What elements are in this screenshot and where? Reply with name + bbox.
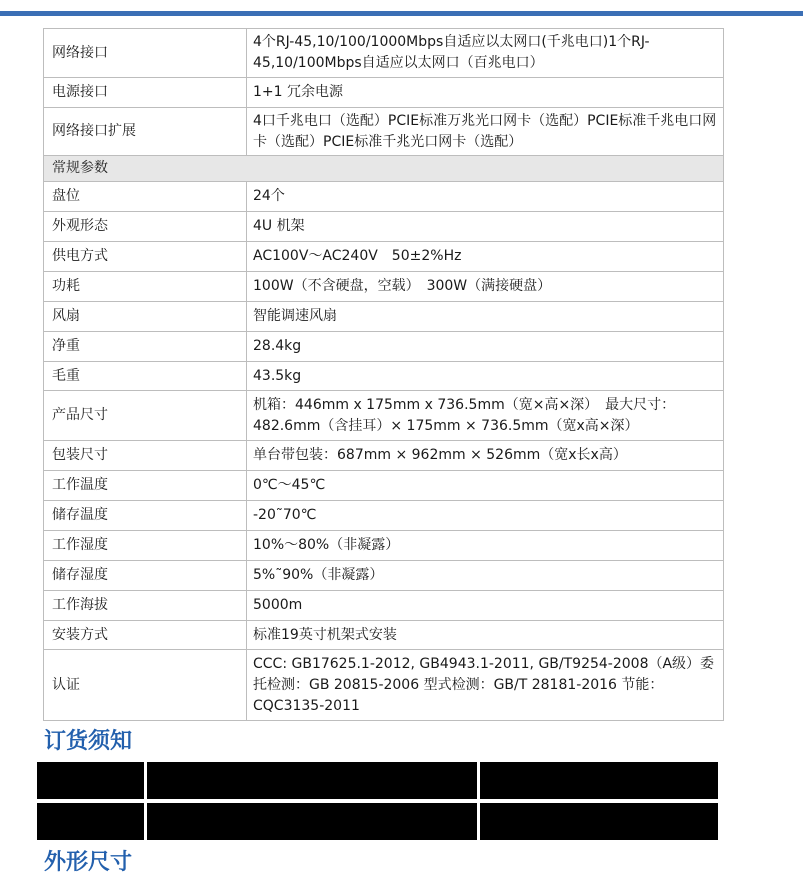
table-cell — [147, 803, 477, 840]
spec-key: 网络接口扩展 — [44, 108, 247, 156]
table-row — [44, 531, 724, 561]
table-row — [44, 182, 724, 212]
spec-key: 净重 — [44, 332, 247, 362]
spec-key: 外观形态 — [44, 212, 247, 242]
table-row — [44, 272, 724, 302]
spec-value: CCC: GB17625.1-2012, GB4943.1-2011, GB/T9254-2008（A级）委托检测：GB 20815-2006 型式检测：GB/T 28181-2016 节能：CQC3135-2011 — [247, 650, 724, 721]
table-row — [44, 332, 724, 362]
table-row — [37, 762, 718, 799]
spec-key: 工作湿度 — [44, 531, 247, 561]
table-row — [44, 441, 724, 471]
table-cell — [147, 762, 477, 799]
table-row — [44, 242, 724, 272]
spec-value: 100W（不含硬盘，空载） 300W（满接硬盘） — [247, 272, 724, 302]
table-row — [44, 501, 724, 531]
spec-key: 工作海拔 — [44, 591, 247, 621]
spec-key: 储存温度 — [44, 501, 247, 531]
spec-key: 储存湿度 — [44, 561, 247, 591]
section-title: 常规参数 — [44, 156, 724, 182]
spec-value: -20˜70℃ — [247, 501, 724, 531]
spec-value: 43.5kg — [247, 362, 724, 391]
table-row — [44, 108, 724, 156]
spec-value: 4U 机架 — [247, 212, 724, 242]
spec-value: 机箱：446mm x 175mm x 736.5mm（宽×高×深） 最大尺寸：482.6mm（含挂耳）× 175mm × 736.5mm（宽x高×深） — [247, 391, 724, 441]
spec-value: 4口千兆电口（选配）PCIE标准万兆光口网卡（选配）PCIE标准千兆电口网卡（选配）PCIE标准千兆光口网卡（选配） — [247, 108, 724, 156]
table-row — [44, 212, 724, 242]
spec-value: 单台带包装：687mm × 962mm × 526mm（宽x长x高） — [247, 441, 724, 471]
spec-value: 5000m — [247, 591, 724, 621]
table-row — [44, 621, 724, 650]
table-cell — [37, 803, 144, 840]
dimensions-heading: 外形尺寸 — [44, 850, 133, 875]
spec-table — [43, 28, 724, 721]
section-row — [44, 156, 724, 182]
spec-value: 智能调速风扇 — [247, 302, 724, 332]
spec-value: 0℃～45℃ — [247, 471, 724, 501]
spec-value: AC100V～AC240V 50±2%Hz — [247, 242, 724, 272]
table-row — [44, 29, 724, 78]
top-rule — [0, 11, 803, 16]
spec-value: 28.4kg — [247, 332, 724, 362]
spec-value: 标准19英寸机架式安装 — [247, 621, 724, 650]
table-row — [44, 561, 724, 591]
ordering-table — [37, 762, 718, 844]
spec-value: 10%～80%（非凝露） — [247, 531, 724, 561]
spec-key: 盘位 — [44, 182, 247, 212]
table-row — [44, 391, 724, 441]
spec-key: 风扇 — [44, 302, 247, 332]
table-row — [37, 803, 718, 840]
ordering-heading: 订货须知 — [44, 729, 133, 754]
table-row — [44, 78, 724, 108]
spec-value: 4个RJ-45,10/100/1000Mbps自适应以太网口(千兆电口)1个RJ-45,10/100Mbps自适应以太网口（百兆电口） — [247, 29, 724, 78]
table-cell — [480, 762, 718, 799]
spec-value: 1+1 冗余电源 — [247, 78, 724, 108]
spec-key: 电源接口 — [44, 78, 247, 108]
table-row — [44, 302, 724, 332]
spec-key: 安装方式 — [44, 621, 247, 650]
spec-key: 认证 — [44, 650, 247, 721]
spec-value: 5%˜90%（非凝露） — [247, 561, 724, 591]
spec-value: 24个 — [247, 182, 724, 212]
table-row — [44, 650, 724, 721]
table-cell — [37, 762, 144, 799]
spec-key: 工作温度 — [44, 471, 247, 501]
spec-key: 产品尺寸 — [44, 391, 247, 441]
spec-key: 包装尺寸 — [44, 441, 247, 471]
spec-key: 功耗 — [44, 272, 247, 302]
table-row — [44, 362, 724, 391]
spec-key: 毛重 — [44, 362, 247, 391]
table-row — [44, 471, 724, 501]
table-cell — [480, 803, 718, 840]
spec-key: 网络接口 — [44, 29, 247, 78]
spec-key: 供电方式 — [44, 242, 247, 272]
table-row — [44, 591, 724, 621]
